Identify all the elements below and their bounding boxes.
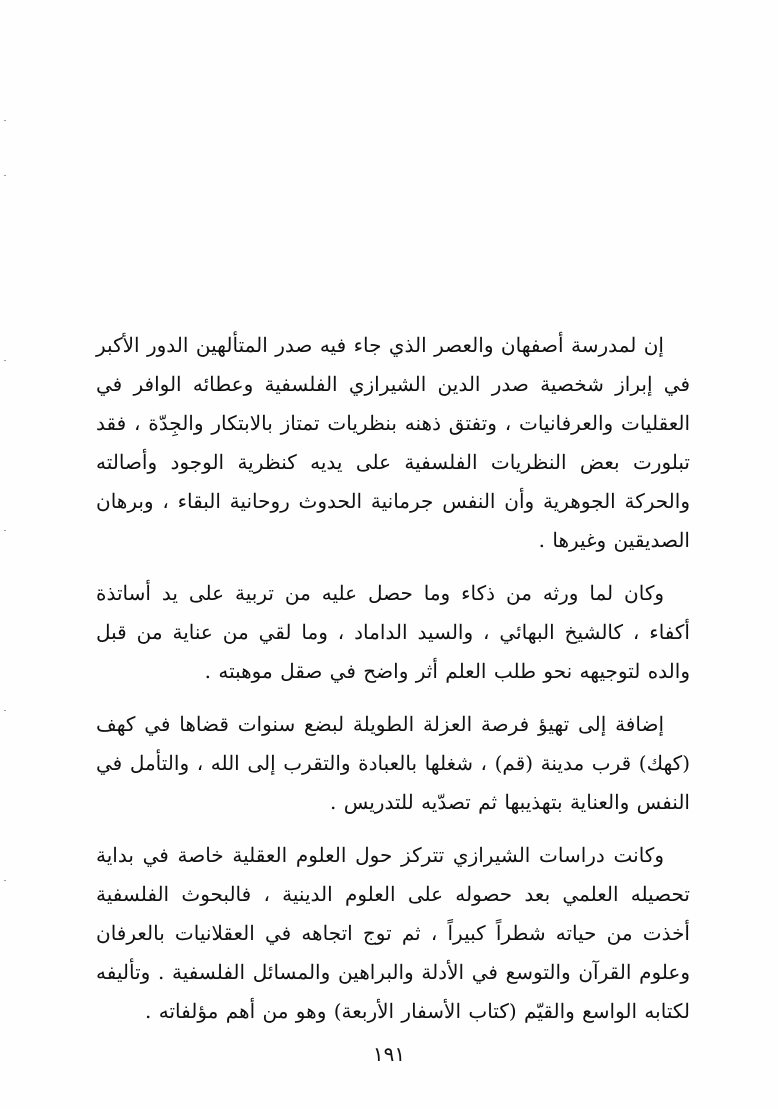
page-edge-mark [4,880,6,881]
body-text [96,326,690,1031]
page-edge-mark [4,120,6,121]
page-edge-mark [4,360,6,361]
paragraph-seclusion: إضافة إلى تهيؤ فرصة العزلة الطويلة لبضع سنوات قضاها في كهف (كهك) قرب مدينة (قم) ، شغلها بالعبادة والتقرب إلى الله ، والتأمل في النفس والعناية بتهذيبها ثم تصدّيه للتدريس . [96,712,690,814]
paragraph-isfahan-school: إن لمدرسة أصفهان والعصر الذي جاء فيه صدر المتألهين الدور الأكبر في إبراز شخصية صدر الدين الشيرازي الفلسفية وعطائه الوافر في العقليات والعرفانيات ، وتفتق ذهنه بنظريات تمتاز بالابتكار والجِدّة ، فقد تبلورت بعض النظريات الفلسفية على يديه كنظرية الوجود وأصالته والحركة الجوهرية وأن النفس جرمانية الحدوث روحانية البقاء ، وبرهان الصديقين وغيرها . [96,333,690,552]
page-edge-mark [4,175,6,176]
page-number: ١٩١ [372,1042,406,1066]
page-edge-mark [4,710,6,711]
paragraph-teachers: وكان لما ورثه من ذكاء وما حصل عليه من تربية على يد أساتذة أكفاء ، كالشيخ البهائي ، والسيد الداماد ، وما لقي من عناية من قبل والده لتوجيهه نحو طلب العلم أثر واضح في صقل موهبته . [96,581,690,683]
page-edge-mark [4,530,6,531]
paragraph-studies: وكانت دراسات الشيرازي تتركز حول العلوم العقلية خاصة في بداية تحصيله العلمي بعد حصوله على العلوم الدينية ، فالبحوث الفلسفية أخذت من حياته شطراً كبيراً ، ثم توج اتجاهه في العقلانيات بالعرفان وعلوم القرآن والتوسع في الأدلة والبراهين والمسائل الفلسفية . وتأليفه لكتابه الواسع والقيّم (كتاب الأسفار الأربعة) وهو من أهم مؤلفاته . [96,843,690,1023]
